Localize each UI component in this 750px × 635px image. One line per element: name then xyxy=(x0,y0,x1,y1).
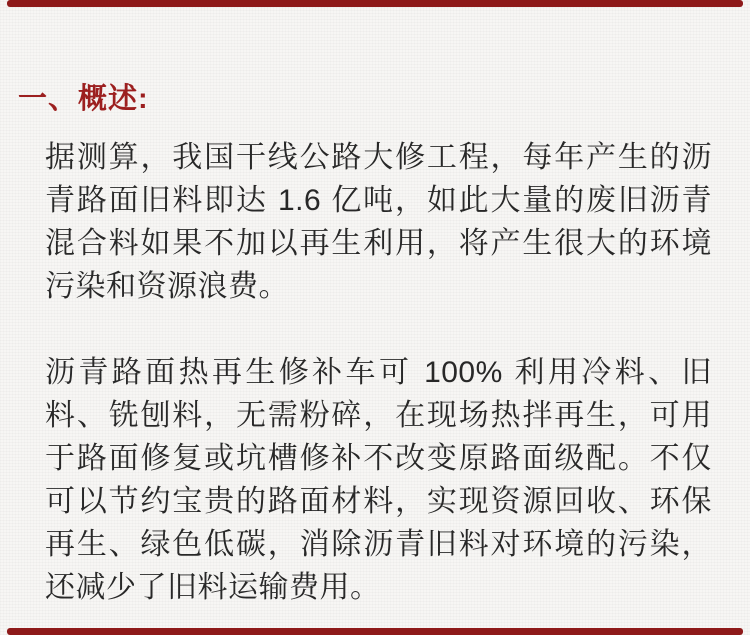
paragraph-overview-2: 沥青路面热再生修补车可 100% 利用冷料、旧料、铣刨料，无需粉碎，在现场热拌再生，可用于路面修复或坑槽修补不改变原路面级配。不仅可以节约宝贵的路面材料，实现资源回收、环保再生、绿色低碳，消除沥青旧料对环境的污染，还减少了旧料运输费用。 xyxy=(45,356,712,604)
bottom-divider-bar xyxy=(7,628,743,635)
section-content xyxy=(18,84,718,609)
paragraph-overview-1: 据测算，我国干线公路大修工程，每年产生的沥青路面旧料即达 1.6 亿吨，如此大量的废旧沥青混合料如果不加以再生利用，将产生很大的环境污染和资源浪费。 xyxy=(45,141,712,303)
body-text xyxy=(45,136,712,609)
top-divider-bar xyxy=(7,0,743,7)
section-heading: 一、概述: xyxy=(18,83,149,115)
